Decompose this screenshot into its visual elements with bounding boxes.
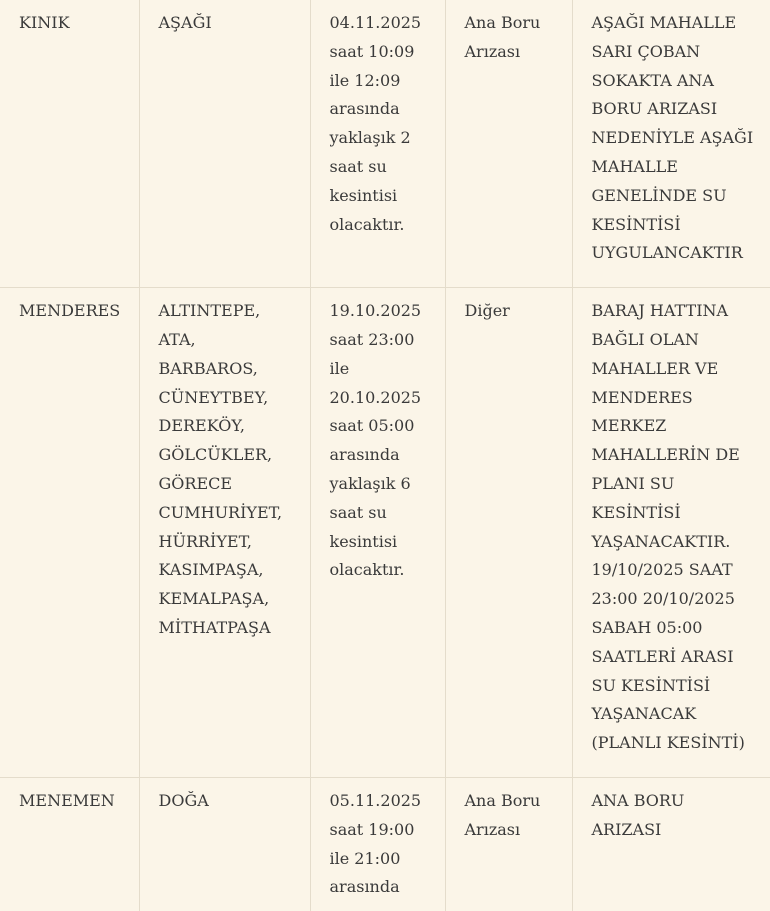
neighborhoods-cell: ALTINTEPE, ATA, BARBAROS, CÜNEYTBEY, DEREKÖY, GÖLCÜKLER, GÖRECE CUMHURİYET, HÜRRİYET, KASIMPAŞA, KEMALPAŞA, MİTHATPAŞA bbox=[139, 288, 310, 778]
table-row bbox=[0, 777, 770, 911]
district-cell: MENEMEN bbox=[0, 777, 139, 911]
neighborhoods-cell: DOĞA bbox=[139, 777, 310, 911]
table-row bbox=[0, 0, 770, 288]
schedule-cell: 19.10.2025 saat 23:00 ile 20.10.2025 saat 05:00 arasında yaklaşık 6 saat su kesintisi olacaktır. bbox=[310, 288, 445, 778]
district-cell: MENDERES bbox=[0, 288, 139, 778]
schedule-cell: 04.11.2025 saat 10:09 ile 12:09 arasında yaklaşık 2 saat su kesintisi olacaktır. bbox=[310, 0, 445, 288]
table-row bbox=[0, 288, 770, 778]
outage-type-cell: Ana Boru Arızası bbox=[445, 777, 572, 911]
district-cell: KINIK bbox=[0, 0, 139, 288]
outage-type-cell: Ana Boru Arızası bbox=[445, 0, 572, 288]
outage-type-cell: Diğer bbox=[445, 288, 572, 778]
description-cell: ANA BORU ARIZASI bbox=[591, 790, 685, 839]
description-cell: AŞAĞI MAHALLE SARI ÇOBAN SOKAKTA ANA BORU ARIZASI NEDENİYLE AŞAĞI MAHALLE GENELİNDE SU KESİNTİSİ UYGULANCAKTIR bbox=[572, 0, 770, 288]
schedule-cell: 05.11.2025 saat 19:00 ile 21:00 arasında bbox=[310, 777, 445, 911]
neighborhoods-cell: AŞAĞI bbox=[139, 0, 310, 288]
description-cell: BARAJ HATTINA BAĞLI OLAN MAHALLER VE MENDERES MERKEZ MAHALLERİN DE PLANI SU KESİNTİSİ YAŞANACAKTIR. 19/10/2025 SAAT 23:00 20/10/2025 SABAH 05:00 SAATLERİ ARASI SU KESİNTİSİ YAŞANACAK (PLANLI KESİNTİ) bbox=[572, 288, 770, 778]
